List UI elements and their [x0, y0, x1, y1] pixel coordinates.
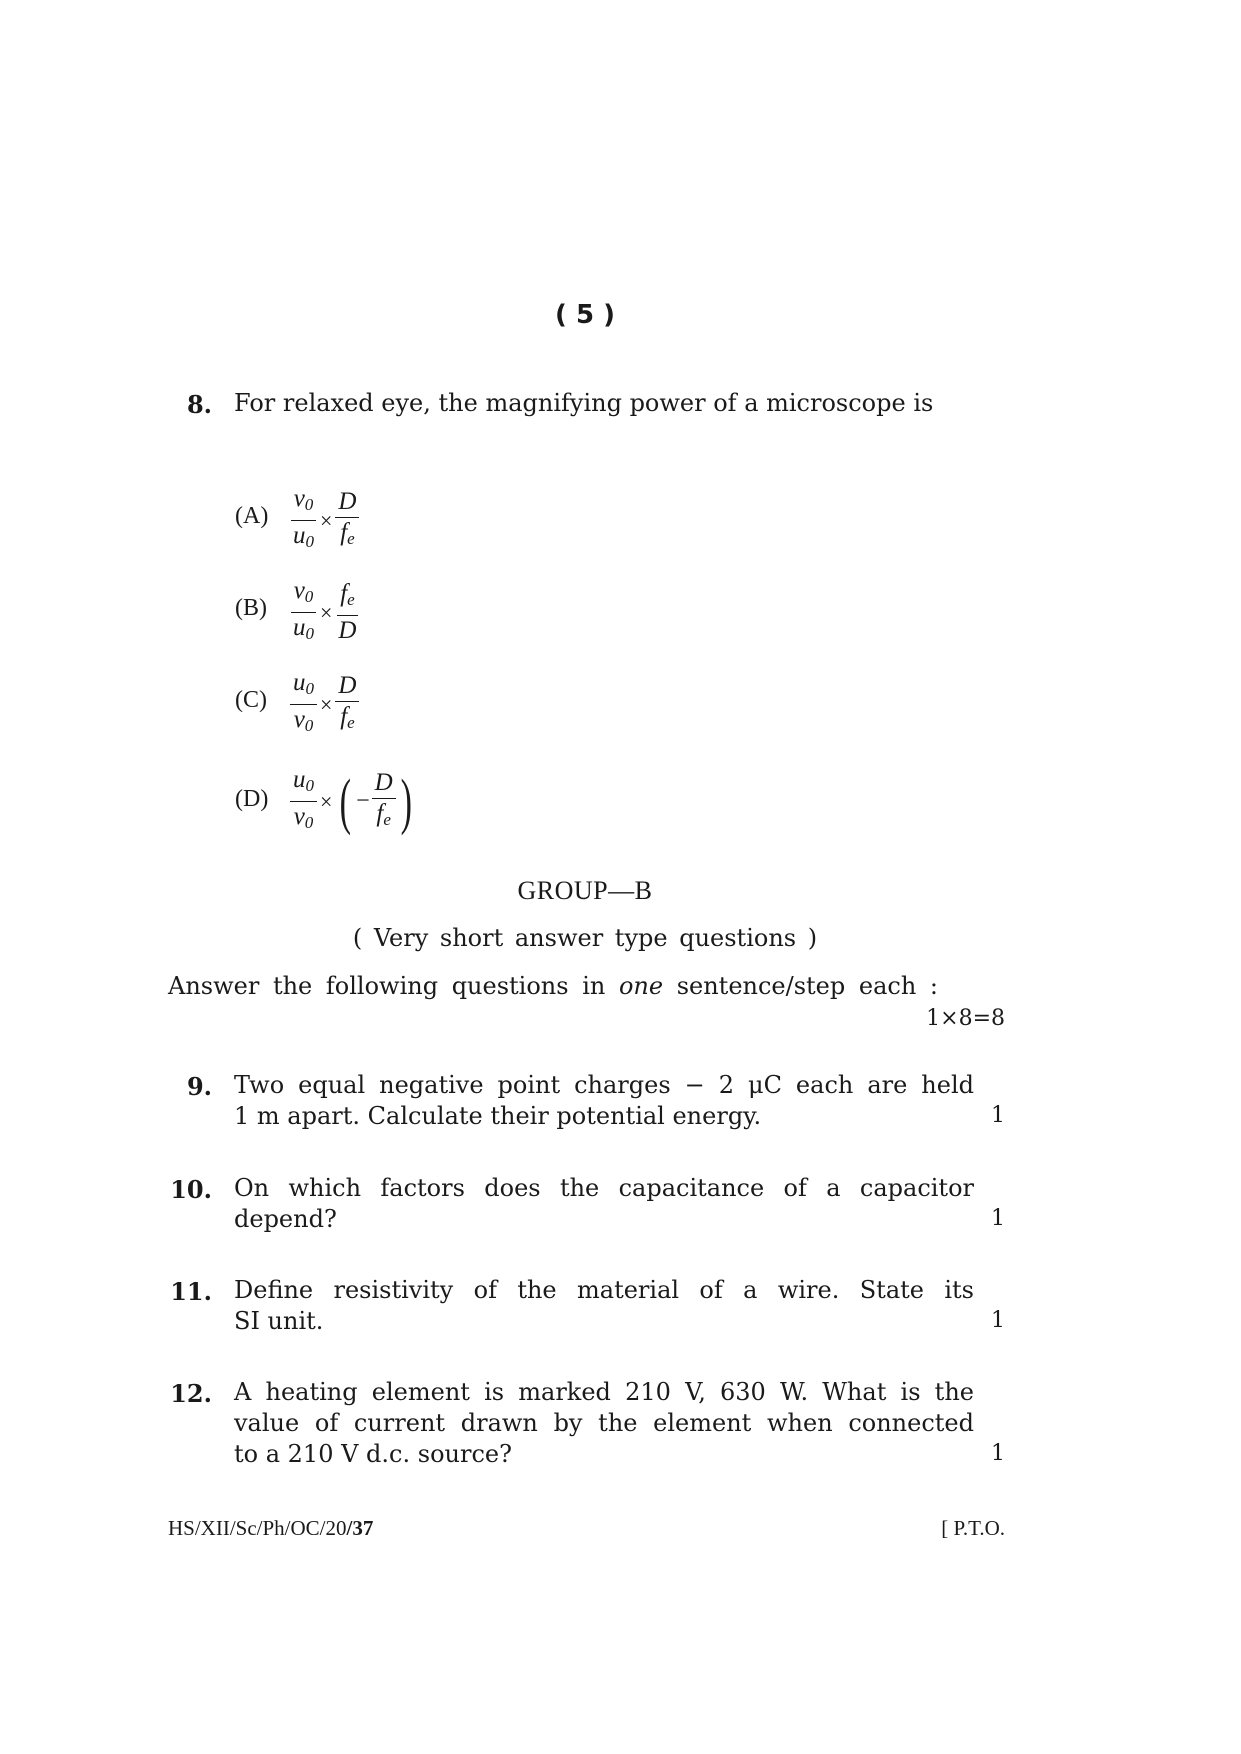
paper-code: HS/XII/Sc/Ph/OC/20/37 [168, 1516, 374, 1540]
marks-scheme: 1×8=8 [926, 1006, 1005, 1031]
question-10-line2: depend? [234, 1205, 337, 1233]
question-8-number: 8. [186, 390, 212, 419]
option-d-formula: $\frac{u_0}{v_0}$ × ( − $\frac{D}{f_e}$ ) [290, 765, 416, 838]
group-subtitle: ( Very short answer type questions ) [352, 924, 818, 952]
question-9-number: 9. [186, 1072, 212, 1101]
question-9-marks: 1 [991, 1103, 1005, 1128]
option-b-formula: $\frac{v_0}{u_0}$ × $\frac{f_e}{D}$ [290, 576, 359, 649]
question-10-line1: On which factors does the capacitance of a capacitor [234, 1174, 974, 1202]
option-a-formula: $\frac{v_0}{u_0}$ × $\frac{D}{f_e}$ [290, 484, 359, 557]
question-11-number: 11. [170, 1277, 212, 1306]
question-10-marks: 1 [991, 1206, 1005, 1231]
question-12-line2: value of current drawn by the element when connected [234, 1409, 974, 1437]
option-a-label: (A) [235, 503, 269, 529]
group-instruction: Answer the following questions in one sentence/step each : [168, 972, 938, 1000]
question-11-line1: Define resistivity of the material of a wire. State its [234, 1276, 974, 1304]
option-c-formula: $\frac{u_0}{v_0}$ × $\frac{D}{f_e}$ [290, 668, 359, 741]
question-8-text: For relaxed eye, the magnifying power of a microscope is [234, 389, 934, 417]
question-11-line2: SI unit. [234, 1307, 324, 1335]
question-11-marks: 1 [991, 1308, 1005, 1333]
question-12-number: 12. [170, 1379, 212, 1408]
question-12-marks: 1 [991, 1441, 1005, 1466]
option-d-label: (D) [235, 786, 269, 812]
question-12-line3: to a 210 V d.c. source? [234, 1440, 512, 1468]
page-number: ( 5 ) [555, 300, 615, 330]
option-c-label: (C) [235, 687, 267, 713]
question-12-line1: A heating element is marked 210 V, 630 W. What is the [234, 1378, 974, 1406]
question-10-number: 10. [170, 1175, 212, 1204]
option-b-label: (B) [235, 595, 267, 621]
group-title: GROUP—B [517, 876, 653, 905]
question-9-line1: Two equal negative point charges − 2 μC each are held [234, 1071, 974, 1099]
question-9-line2: 1 m apart. Calculate their potential energy. [234, 1102, 762, 1130]
please-turn-over: [ P.T.O. [941, 1516, 1005, 1540]
